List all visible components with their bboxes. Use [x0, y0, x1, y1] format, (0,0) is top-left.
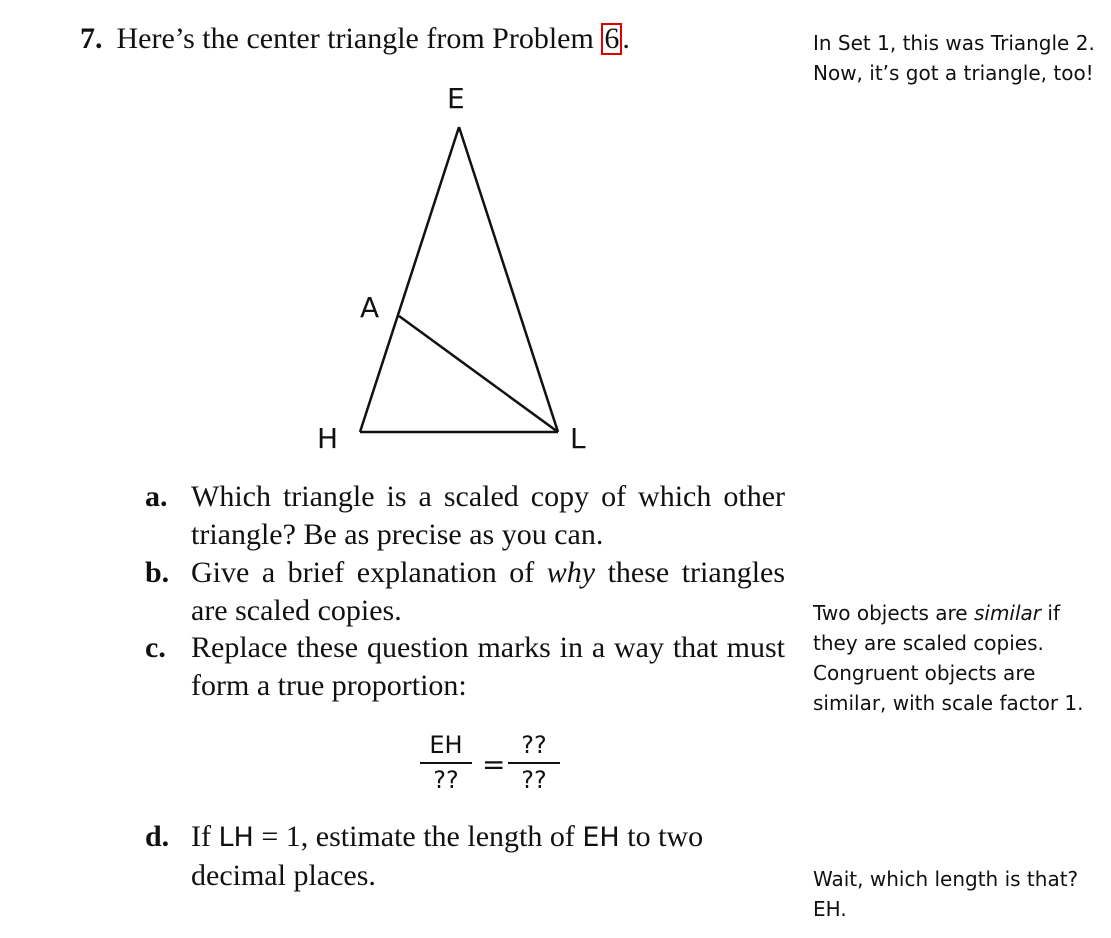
part-d-text-3: to two decimal places.: [191, 820, 704, 892]
margin-note-line: Now, it’s got a triangle, too!: [813, 61, 1094, 85]
part-letter: c.: [145, 631, 166, 664]
part-letter: b.: [145, 556, 170, 589]
problem-reference-link[interactable]: 6: [601, 23, 622, 55]
part-b-text: [191, 554, 785, 630]
part-d-text-2: 1, estimate the length of: [285, 820, 575, 853]
part-d: [145, 818, 785, 895]
fraction-denominator: ??: [521, 766, 547, 794]
vertex-label-H: H: [317, 422, 339, 455]
margin-note-line: In Set 1, this was Triangle 2.: [813, 31, 1095, 55]
segment-EH: EH: [582, 822, 620, 853]
equals-sign: =: [482, 748, 506, 781]
part-letter: d.: [145, 820, 170, 853]
problem-number: 7.: [80, 22, 103, 55]
margin-note-text: if they are scaled copies. Congruent objects are similar, with scale factor 1.: [813, 601, 1084, 715]
left-fraction: [420, 728, 472, 796]
problem-text: Here’s the center triangle from Problem: [116, 22, 594, 55]
vertex-label-A: A: [360, 291, 380, 324]
part-b: [145, 554, 785, 630]
margin-note-emphasis: similar: [973, 601, 1042, 625]
problem-heading: [80, 20, 630, 58]
edge-EL: [459, 127, 558, 432]
margin-note-set1: [813, 28, 1103, 88]
part-c-text: Replace these question marks in a way that must form a true proportion:: [191, 631, 785, 702]
fraction-numerator: EH: [420, 728, 472, 764]
part-d-equals: =: [261, 820, 279, 853]
segment-AL: [399, 316, 558, 432]
margin-note-similar: [813, 598, 1103, 718]
vertex-label-L: L: [570, 422, 586, 455]
segment-LH: LH: [218, 822, 254, 853]
margin-note-text: Two objects are: [813, 601, 968, 625]
part-b-text-pre: Give a brief explanation of: [191, 556, 535, 589]
right-fraction: [508, 728, 560, 796]
part-letter: a.: [145, 480, 168, 513]
edge-EH: [360, 127, 459, 432]
part-d-text-1: If: [191, 820, 211, 853]
vertex-label-E: E: [447, 82, 465, 115]
part-d-text: [191, 818, 785, 895]
part-b-emphasis: why: [546, 556, 596, 589]
triangle-figure: [300, 75, 620, 465]
fraction-denominator: ??: [433, 766, 459, 794]
problem-period: .: [622, 22, 630, 55]
part-c: [145, 629, 785, 705]
margin-note-line: Wait, which length is that?: [813, 867, 1079, 891]
margin-note-line: EH.: [813, 897, 847, 921]
fraction-numerator: ??: [508, 728, 560, 764]
margin-note-length: [813, 864, 1103, 924]
part-a-text: Which triangle is a scaled copy of which other triangle? Be as precise as you can.: [191, 480, 785, 551]
part-a: [145, 478, 785, 554]
part-b-text-post: these triangles are scaled copies.: [191, 556, 786, 627]
